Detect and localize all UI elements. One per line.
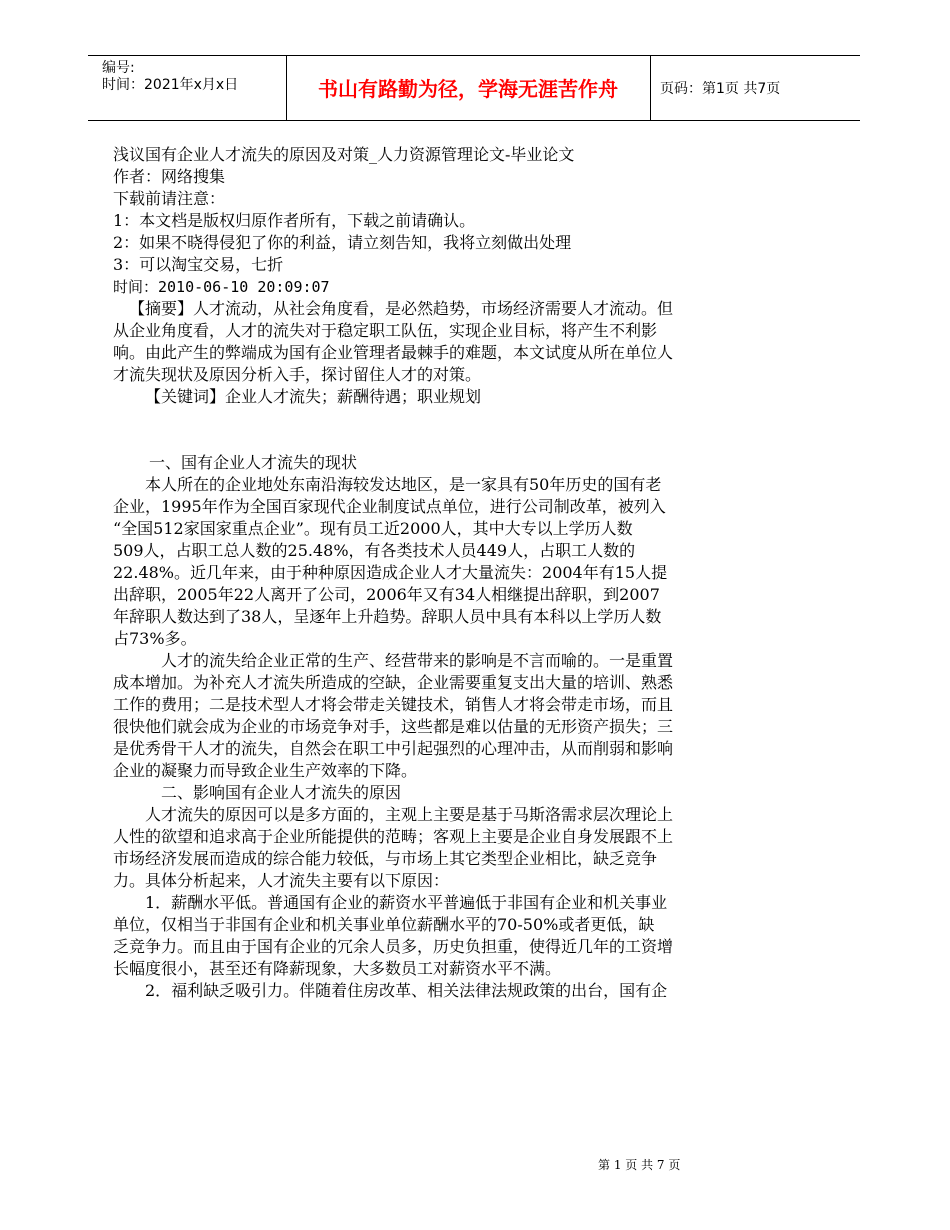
paragraph-line: “全国512家国家重点企业”。现有员工近2000人，其中大专以上学历人数 xyxy=(113,519,633,538)
timestamp-line: 时间：2010-06-10 20:09:07 xyxy=(113,278,330,296)
paragraph-line: 是优秀骨干人才的流失，自然会在职工中引起强烈的心理冲击，从而削弱和影响 xyxy=(113,739,674,758)
paragraph-line: 2．福利缺乏吸引力。伴随着住房改革、相关法律法规政策的出台，国有企 xyxy=(145,981,668,1000)
keywords-line: 【关键词】企业人才流失；薪酬待遇；职业规划 xyxy=(145,387,482,406)
abstract-line: 【摘要】人才流动，从社会角度看，是必然趋势，市场经济需要人才流动。但 xyxy=(129,299,674,318)
time-label: 时间：2021年x月x日 xyxy=(102,77,239,93)
section-heading: 一、国有企业人才流失的现状 xyxy=(149,453,358,472)
notice-item: 3：可以淘宝交易，七折 xyxy=(113,255,284,274)
paragraph-line: 很快他们就会成为企业的市场竞争对手，这些都是难以估量的无形资产损失；三 xyxy=(113,717,674,736)
header-page-info: 页码：第1页 共7页 xyxy=(660,80,781,97)
abstract-line: 从企业角度看，人才的流失对于稳定职工队伍，实现企业目标，将产生不利影 xyxy=(113,321,658,340)
paragraph-line: 22.48%。近几年来，由于种种原因造成企业人才大量流失：2004年有15人提 xyxy=(113,563,668,582)
paragraph-line: 人才的流失给企业正常的生产、经营带来的影响是不言而喻的。一是重置 xyxy=(161,651,674,670)
paragraph-line: 本人所在的企业地处东南沿海较发达地区，是一家具有50年历史的国有老 xyxy=(145,475,662,494)
paragraph-line: 出辞职，2005年22人离开了公司，2006年又有34人相继提出辞职，到2007 xyxy=(113,585,660,604)
paragraph-line: 企业，1995年作为全国百家现代企业制度试点单位，进行公司制改革，被列入 xyxy=(113,497,666,516)
paragraph-line: 力。具体分析起来，人才流失主要有以下原因： xyxy=(113,871,450,890)
abstract-line: 才流失现状及原因分析入手，探讨留住人才的对策。 xyxy=(113,365,482,384)
paragraph-line: 成本增加。为补充人才流失所造成的空缺，企业需要重复支出大量的培训、熟悉 xyxy=(113,673,674,692)
header-meta xyxy=(102,60,238,94)
paragraph-line: 企业的凝聚力而导致企业生产效率的下降。 xyxy=(113,761,418,780)
paragraph-line: 乏竞争力。而且由于国有企业的冗余人员多，历史负担重，使得近几年的工资增 xyxy=(113,937,674,956)
header-divider-right xyxy=(650,55,651,120)
paragraph-line: 509人，占职工总人数的25.48%，有各类技术人员449人，占职工人数的 xyxy=(113,541,636,560)
notice-item: 1：本文档是版权归原作者所有，下载之前请确认。 xyxy=(113,211,476,230)
paragraph-line: 单位，仅相当于非国有企业和机关事业单位薪酬水平的70-50%或者更低，缺 xyxy=(113,915,655,934)
notice-heading: 下载前请注意： xyxy=(113,189,226,208)
paragraph-line: 市场经济发展而造成的综合能力较低，与市场上其它类型企业相比，缺乏竞争 xyxy=(113,849,658,868)
document-body xyxy=(113,144,773,1002)
paragraph-line: 年辞职人数达到了38人，呈逐年上升趋势。辞职人员中具有本科以上学历人数 xyxy=(113,607,662,626)
paragraph-line: 工作的费用；二是技术型人才将会带走关键技术，销售人才将会带走市场，而且 xyxy=(113,695,674,714)
blank-line xyxy=(113,408,773,452)
author-line: 作者：网络搜集 xyxy=(113,167,226,186)
paragraph-line: 人才流失的原因可以是多方面的，主观上主要是基于马斯洛需求层次理论上 xyxy=(145,805,674,824)
document-title: 浅议国有企业人才流失的原因及对策_人力资源管理论文-毕业论文 xyxy=(113,145,575,164)
header-bottom-rule xyxy=(88,120,860,121)
abstract-line: 响。由此产生的弊端成为国有企业管理者最棘手的难题，本文试度从所在单位人 xyxy=(113,343,674,362)
paragraph-line: 1．薪酬水平低。普通国有企业的薪资水平普遍低于非国有企业和机关事业 xyxy=(145,893,668,912)
page-footer: 第 1 页 共 7 页 xyxy=(598,1158,681,1172)
notice-item: 2：如果不晓得侵犯了你的利益，请立刻告知，我将立刻做出处理 xyxy=(113,233,572,252)
number-label: 编号: xyxy=(102,60,135,76)
paragraph-line: 长幅度很小，甚至还有降薪现象，大多数员工对薪资水平不满。 xyxy=(113,959,562,978)
header-motto: 书山有路勤为径，学海无涯苦作舟 xyxy=(318,77,618,101)
paragraph-line: 占73%多。 xyxy=(113,629,197,648)
section-heading: 二、影响国有企业人才流失的原因 xyxy=(161,783,402,802)
paragraph-line: 人性的欲望和追求高于企业所能提供的范畴；客观上主要是企业自身发展跟不上 xyxy=(113,827,674,846)
